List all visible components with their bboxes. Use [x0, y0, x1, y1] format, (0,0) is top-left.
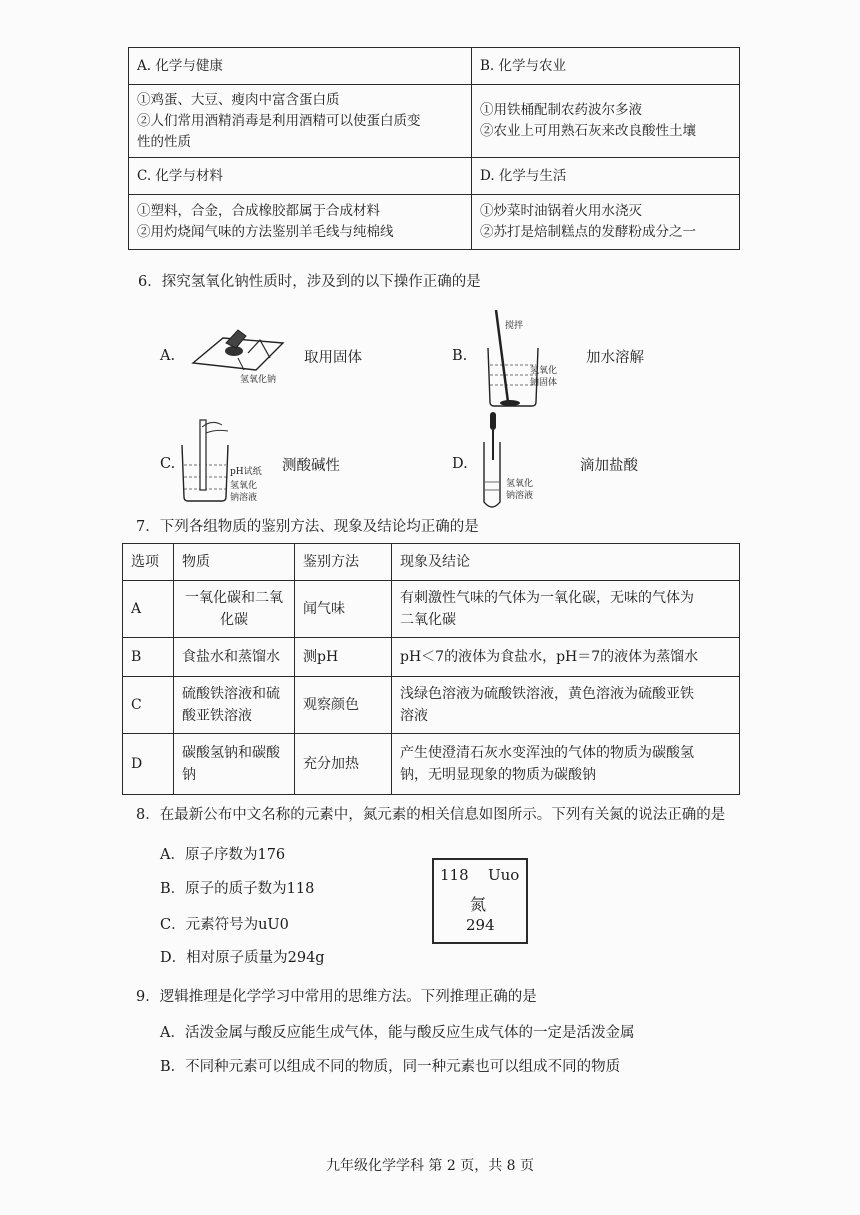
q5-row-body-cd: [129, 195, 740, 250]
q5-row-heads-cd: [129, 158, 740, 195]
q7-row-d: [123, 734, 740, 795]
q7-a-sub-1: 一氧化碳和二氧: [185, 590, 283, 606]
q5-row-body-ab: [129, 85, 740, 158]
q7-c-res-2: 溶液: [400, 708, 428, 724]
q7-table: [122, 543, 740, 795]
q6-stem: 6．探究氢氧化钠性质时，涉及到的以下操作正确的是: [138, 274, 481, 290]
q8-option-c: C．元素符号为uU0: [160, 917, 289, 933]
q6-option-d-letter: D.: [452, 456, 468, 472]
q7-d-res-1: 产生使澄清石灰水变浑浊的气体的物质为碳酸氢: [400, 745, 694, 761]
q7-b-res: pH＜7的液体为食盐水，pH＝7的液体为蒸馏水: [392, 638, 740, 677]
q7-a-sub-2: 化碳: [220, 612, 248, 628]
q6-c-note-sol-2: 钠溶液: [230, 493, 258, 503]
q5-cell-c-head: C. 化学与材料: [129, 158, 472, 195]
q7-row-a: [123, 581, 740, 638]
q7-c-sub-2: 酸亚铁溶液: [182, 708, 252, 724]
q7-d-opt: D: [123, 734, 174, 795]
q7-b-method: 测pH: [295, 638, 392, 677]
q8-option-d: D．相对原子质量为294g: [160, 950, 325, 966]
q5-options-table: [128, 47, 740, 250]
q8-element-symbol: Uuo: [488, 866, 520, 884]
q7-c-res: [392, 677, 740, 734]
q6-option-c-letter: C.: [160, 456, 176, 472]
q5-cell-b-body: [472, 85, 740, 158]
q6-c-note-sol-1: 氢氧化: [230, 481, 258, 491]
q5-cell-d-body: [472, 195, 740, 250]
q9-stem: 9．逻辑推理是化学学习中常用的思维方法。下列推理正确的是: [136, 989, 537, 1005]
q7-stem: 7．下列各组物质的鉴别方法、现象及结论均正确的是: [136, 519, 479, 535]
q9-option-a: A．活泼金属与酸反应能生成气体，能与酸反应生成气体的一定是活泼金属: [160, 1025, 635, 1041]
q8-stem: 8．在最新公布中文名称的元素中，氮元素的相关信息如图所示。下列有关氮的说法正确的是: [136, 807, 726, 823]
q5-d-line-2: ②苏打是焙制糕点的发酵粉成分之一: [480, 224, 696, 240]
q5-d-line-1: ①炒菜时油锅着火用水浇灭: [480, 203, 642, 219]
q7-a-res-1: 有刺激性气味的气体为一氧化碳，无味的气体为: [400, 590, 694, 606]
q7-c-res-1: 浅绿色溶液为硫酸铁溶液，黄色溶液为硫酸亚铁: [400, 686, 694, 702]
q6-option-d-text: 滴加盐酸: [580, 458, 638, 474]
q5-cell-c-body: [129, 195, 472, 250]
q5-cell-d-head: D. 化学与生活: [472, 158, 740, 195]
q7-header-substance: 物质: [174, 544, 295, 581]
q7-header-method: 鉴别方法: [295, 544, 392, 581]
q6-b-note-solid-2: 钠固体: [530, 378, 558, 388]
q5-cell-b-head: B. 化学与农业: [472, 48, 740, 85]
q7-d-method: 充分加热: [295, 734, 392, 795]
q5-c-line-1: ①塑料，合金，合成橡胶都属于合成材料: [137, 203, 380, 219]
q5-c-line-2: ②用灼烧闻气味的方法鉴别羊毛线与纯棉线: [137, 224, 394, 240]
q8-atomic-mass: 294: [466, 916, 495, 934]
q7-d-sub: [174, 734, 295, 795]
q7-a-opt: A: [123, 581, 174, 638]
q5-cell-a-body: [129, 85, 472, 158]
q7-c-method: 观察颜色: [295, 677, 392, 734]
q7-d-sub-2: 钠: [182, 767, 196, 783]
q8-option-a: A．原子序数为176: [160, 847, 286, 863]
q7-header-result: 现象及结论: [392, 544, 740, 581]
q6-option-a-letter: A.: [160, 348, 176, 364]
q6-option-b-text: 加水溶解: [586, 350, 644, 366]
q8-element-name: 氮: [470, 895, 487, 914]
q6-a-note: 氢氧化钠: [240, 375, 277, 385]
q7-c-sub: [174, 677, 295, 734]
q7-b-opt: B: [123, 638, 174, 677]
q5-a-line-1: ①鸡蛋、大豆、瘦肉中富含蛋白质: [137, 91, 340, 108]
q7-header-option: 选项: [123, 544, 174, 581]
q6-option-b-letter: B.: [452, 348, 468, 364]
q6-option-a-text: 取用固体: [304, 350, 362, 366]
q7-c-opt: C: [123, 677, 174, 734]
q7-a-sub: [174, 581, 295, 638]
q7-d-res-2: 钠，无明显现象的物质为碳酸钠: [400, 767, 596, 783]
q7-d-res: [392, 734, 740, 795]
page-footer: 九年级化学学科 第 2 页，共 8 页: [325, 1158, 535, 1174]
q6-d-note-2: 钠溶液: [506, 491, 534, 501]
q7-row-b: [123, 638, 740, 677]
q5-row-heads-ab: [129, 48, 740, 85]
q6-c-note-paper: pH试纸: [230, 467, 262, 477]
q7-d-sub-1: 碳酸氢钠和碳酸: [182, 745, 280, 761]
q6-option-c-text: 测酸碱性: [282, 458, 340, 474]
q7-row-c: [123, 677, 740, 734]
q5-b-line-1: ①用铁桶配制农药波尔多液: [480, 102, 642, 118]
q7-c-sub-1: 硫酸铁溶液和硫: [182, 686, 280, 702]
q8-atomic-number: 118: [440, 866, 469, 884]
q6-b-note-stir: 搅拌: [505, 321, 524, 331]
q8-element-card: [432, 858, 528, 944]
q7-a-res: [392, 581, 740, 638]
q8-option-b: B．原子的质子数为118: [160, 881, 315, 897]
q7-a-method: 闻气味: [295, 581, 392, 638]
q7-a-res-2: 二氧化碳: [400, 612, 456, 628]
q9-option-b: B．不同种元素可以组成不同的物质，同一种元素也可以组成不同的物质: [160, 1059, 621, 1075]
q6-d-note-1: 氢氧化: [506, 479, 534, 489]
q7-header-row: [123, 544, 740, 581]
q6-b-note-solid-1: 氢氧化: [530, 366, 558, 376]
q5-a-line-2: ②人们常用酒精消毒是利用酒精可以使蛋白质变: [137, 112, 421, 129]
q5-a-line-3: 性的性质: [137, 133, 191, 150]
q5-b-line-2: ②农业上可用熟石灰来改良酸性土壤: [480, 123, 696, 139]
q5-cell-a-head: A. 化学与健康: [129, 48, 472, 85]
q7-b-sub: 食盐水和蒸馏水: [174, 638, 295, 677]
